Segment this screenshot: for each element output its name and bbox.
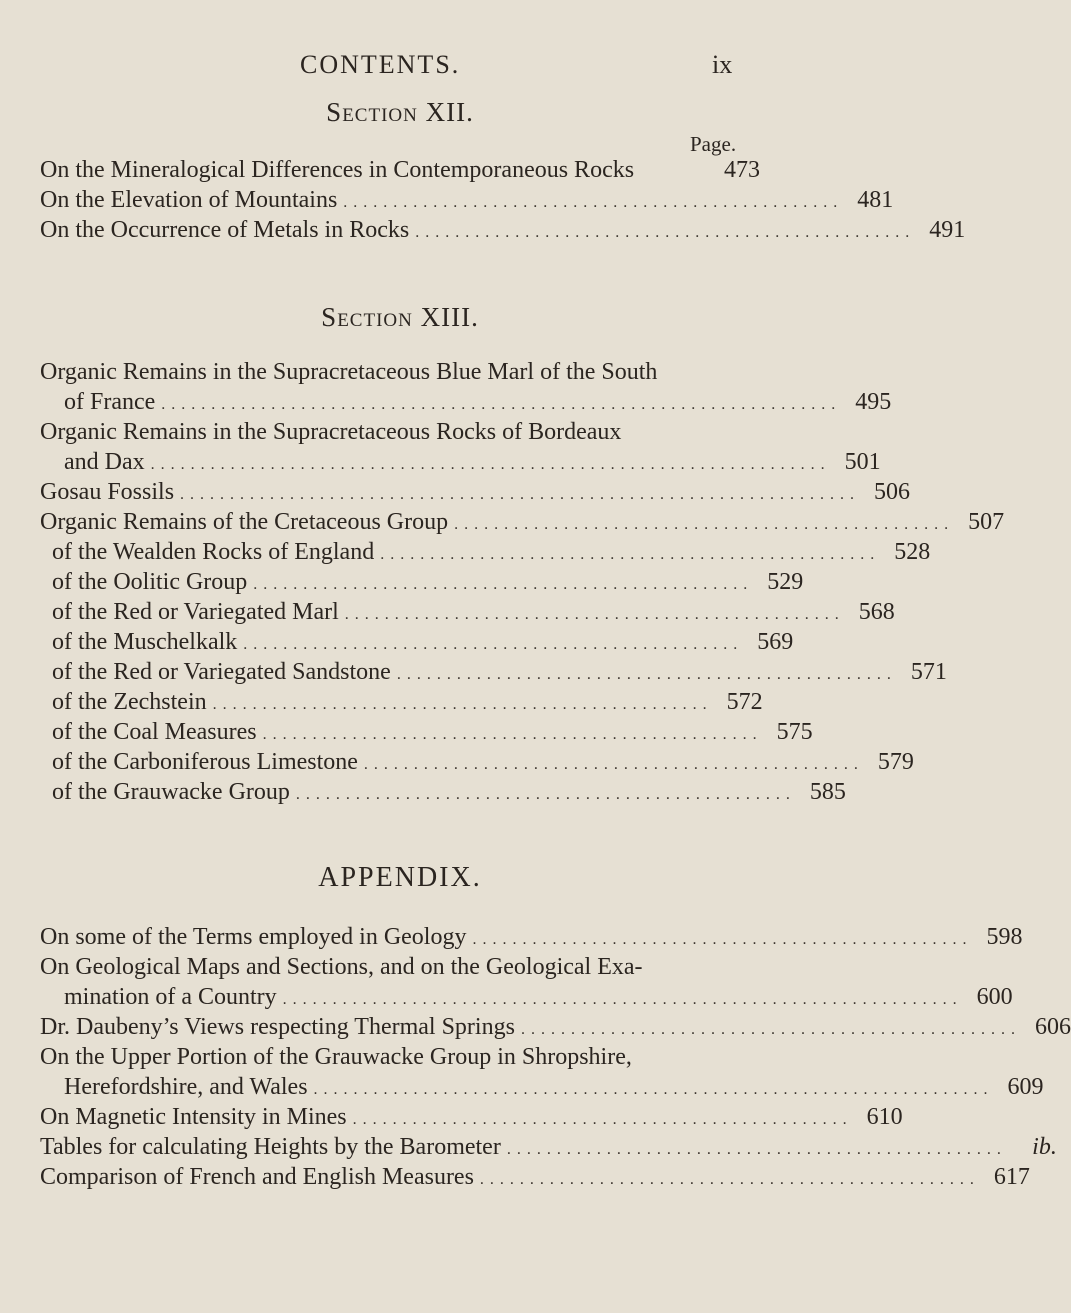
section-xiii-heading: Section XIII.: [321, 302, 479, 332]
section-xii-heading: Section XII.: [326, 97, 474, 127]
entry-page: 501: [844, 449, 881, 475]
entry-page: 575: [776, 719, 813, 745]
dot-leader: ....................................................................: [313, 1081, 994, 1098]
entry-title: On Magnetic Intensity in Mines: [40, 1104, 347, 1130]
toc-entry[interactable]: [40, 537, 931, 567]
entry-title-continuation: mination of a Country: [64, 984, 277, 1010]
entry-title: On the Elevation of Mountains: [40, 187, 338, 213]
entry-title: On the Mineralogical Differences in Contemporaneous Rocks: [40, 157, 635, 183]
toc-entry[interactable]: [40, 747, 914, 777]
entry-page: 571: [910, 659, 947, 685]
dot-leader: ..................................................: [380, 546, 881, 563]
entry-title: of the Coal Measures: [52, 719, 257, 745]
toc-entry[interactable]: [40, 215, 966, 245]
toc-entry[interactable]: [40, 952, 1013, 1012]
toc-entry[interactable]: [40, 922, 1023, 952]
entry-page: 495: [855, 389, 892, 415]
dot-leader: ..................................................: [344, 606, 845, 623]
entry-title: On the Occurrence of Metals in Rocks: [40, 217, 410, 243]
entry-page: 568: [858, 599, 895, 625]
entry-page: 598: [986, 924, 1023, 950]
toc-entry[interactable]: [40, 1042, 1044, 1102]
dot-leader: ..................................................: [212, 696, 713, 713]
entry-page: 579: [877, 749, 914, 775]
entry-title-continuation: of France: [64, 389, 156, 415]
dot-leader: ..................................................: [479, 1171, 980, 1188]
dot-leader: ....................................................................: [282, 991, 963, 1008]
toc-entry[interactable]: [40, 627, 794, 657]
entry-title: On Geological Maps and Sections, and on the Geological Exa-: [40, 954, 643, 980]
entry-page: 473: [724, 157, 760, 183]
running-head: [0, 50, 800, 84]
entry-title: of the Zechstein: [52, 689, 207, 715]
entry-page: 491: [929, 217, 966, 243]
entry-page: 569: [757, 629, 794, 655]
entry-page: 529: [767, 569, 804, 595]
entry-page: 617: [993, 1164, 1030, 1190]
dot-leader: ..................................................: [396, 666, 897, 683]
entry-page: 481: [857, 187, 894, 213]
dot-leader: ..................................................: [472, 931, 973, 948]
toc-entry[interactable]: [40, 417, 881, 477]
toc-entry[interactable]: [40, 1162, 1030, 1192]
toc-entry[interactable]: [40, 717, 813, 747]
entry-page: 606: [1034, 1014, 1071, 1040]
toc-entry[interactable]: [40, 567, 804, 597]
entry-title: of the Carboniferous Limestone: [52, 749, 358, 775]
toc-entry[interactable]: [40, 777, 846, 807]
toc-entry[interactable]: [40, 1132, 1057, 1162]
entry-page: 528: [894, 539, 931, 565]
entry-title-continuation: Herefordshire, and Wales: [64, 1074, 308, 1100]
dot-leader: ....................................................................: [161, 396, 842, 413]
page-folio: ix: [712, 50, 733, 79]
entry-title: of the Grauwacke Group: [52, 779, 290, 805]
dot-leader: ..................................................: [363, 756, 864, 773]
entry-page: 506: [874, 479, 911, 505]
dot-leader: ....................................................................: [180, 486, 861, 503]
entry-page: 585: [809, 779, 846, 805]
toc-entry[interactable]: [40, 597, 895, 627]
dot-leader: ..................................................: [295, 786, 796, 803]
entry-title: Organic Remains in the Supracretaceous Rocks of Bordeaux: [40, 419, 622, 445]
entry-title: of the Red or Variegated Marl: [52, 599, 339, 625]
running-title: CONTENTS.: [300, 50, 461, 79]
dot-leader: ..................................................: [262, 726, 763, 743]
entry-title: Gosau Fossils: [40, 479, 175, 505]
toc-entry[interactable]: [40, 185, 894, 215]
toc-entry[interactable]: [40, 1012, 1071, 1042]
entry-page: ib.: [1032, 1134, 1057, 1160]
entry-title: On some of the Terms employed in Geology: [40, 924, 467, 950]
entry-title: Organic Remains of the Cretaceous Group: [40, 509, 449, 535]
dot-leader: ..................................................: [253, 576, 754, 593]
dot-leader: ..................................................: [520, 1021, 1021, 1038]
dot-leader: ....................................................................: [150, 456, 831, 473]
dot-leader: ..................................................: [506, 1141, 1007, 1158]
entry-page: 610: [866, 1104, 903, 1130]
entry-title: of the Wealden Rocks of England: [52, 539, 375, 565]
toc-entry[interactable]: [40, 687, 763, 717]
dot-leader: ..................................................: [343, 194, 844, 211]
entry-page: 600: [976, 984, 1013, 1010]
toc-entry[interactable]: [40, 657, 947, 687]
dot-leader: ..................................................: [415, 224, 916, 241]
entry-title: Organic Remains in the Supracretaceous Blue Marl of the South: [40, 359, 658, 385]
entry-title: On the Upper Portion of the Grauwacke Group in Shropshire,: [40, 1044, 632, 1070]
entry-title: Dr. Daubeny’s Views respecting Thermal Springs: [40, 1014, 515, 1040]
toc-entry[interactable]: [40, 155, 760, 185]
entry-page: 609: [1007, 1074, 1044, 1100]
dot-leader: ..................................................: [454, 516, 955, 533]
page-column-label: Page.: [690, 132, 737, 156]
entry-title: Comparison of French and English Measures: [40, 1164, 474, 1190]
toc-entry[interactable]: [40, 357, 892, 417]
toc-entry[interactable]: [40, 477, 911, 507]
entry-page: 507: [968, 509, 1005, 535]
entry-title: of the Red or Variegated Sandstone: [52, 659, 391, 685]
appendix-heading: APPENDIX.: [318, 862, 482, 893]
dot-leader: ..................................................: [352, 1111, 853, 1128]
entry-page: 572: [726, 689, 763, 715]
entry-title: of the Oolitic Group: [52, 569, 248, 595]
entry-title-continuation: and Dax: [64, 449, 145, 475]
entry-title: Tables for calculating Heights by the Barometer: [40, 1134, 501, 1160]
toc-entry[interactable]: [40, 507, 1005, 537]
entry-title: of the Muschelkalk: [52, 629, 238, 655]
toc-entry[interactable]: [40, 1102, 903, 1132]
dot-leader: ..................................................: [243, 636, 744, 653]
